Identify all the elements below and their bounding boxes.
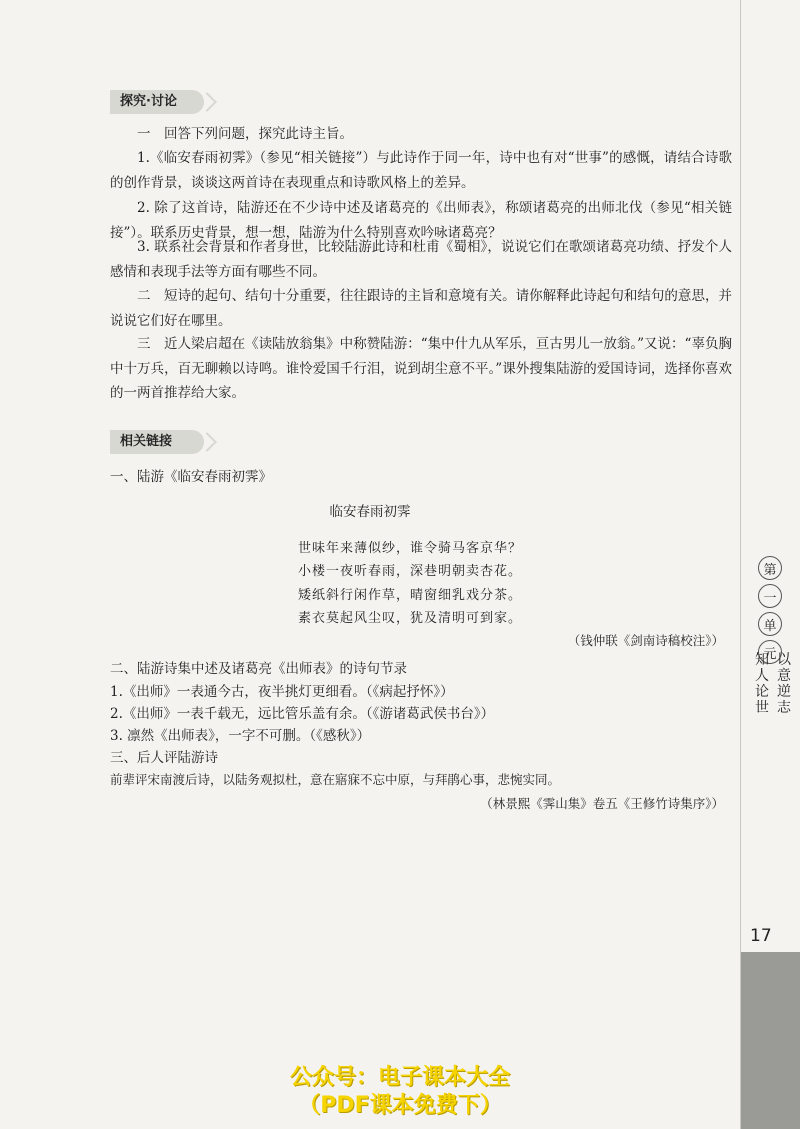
links-item-2-heading: 二、陆游诗集中述及诸葛亮《出师表》的诗句节录 [110,661,407,677]
links-item-3-heading: 三、后人评陆游诗 [110,750,218,766]
links-item-1-heading: 一、陆游《临安春雨初霁》 [110,469,272,485]
links-item-2-line: 1.《出师》一表通今古，夜半挑灯更细看。（《病起抒怀》） [110,684,454,700]
watermark-line-2: （PDF课本免费下） [298,1093,502,1118]
links-item-2-line: 2.《出师》一表千载无，远比管乐盖有余。（《游诸葛武侯书台》） [110,706,495,722]
unit-char: 单 [758,612,782,636]
question-1-3: 3. 联系社会背景和作者身世，比较陆游此诗和杜甫《蜀相》，说说它们在歌颂诸葛亮功绩、抒发个人感情和表现手法等方面有哪些不同。 [110,239,732,280]
poem-source: （钱仲联《剑南诗稿校注》） [567,633,724,648]
links-item-3-quote: 前辈评宋南渡后诗，以陆务观拟杜，意在寤寐不忘中原，与拜鹃心事，悲惋实同。 [110,772,561,787]
unit-char: 元 [758,640,782,664]
poem-line: 素衣莫起风尘叹，犹及清明可到家。 [298,611,523,626]
poem-line: 矮纸斜行闲作草，晴窗细乳戏分茶。 [298,588,523,603]
unit-title-col1: 以意逆志 [777,652,791,716]
poem-title: 临安春雨初霁 [329,504,411,520]
question-1-1: 1.《临安春雨初霁》（参见“相关链接”）与此诗作于同一年，诗中也有对“世事”的感慨，请结合诗歌的创作背景，谈谈这两首诗在表现重点和诗歌风格上的差异。 [110,150,732,191]
section-badge-explore: 探究·讨论 [110,90,204,114]
section-badge-links: 相关链接 [110,430,204,454]
unit-char: 一 [758,584,782,608]
links-item-3-source: （林景熙《霁山集》卷五《王修竹诗集序》） [480,796,724,811]
poem-line: 小楼一夜听春雨，深巷明朝卖杏花。 [298,564,523,579]
links-item-2-line: 3. 凛然《出师表》，一字不可删。（《感秋》） [110,728,371,744]
question-3: 三 近人梁启超在《读陆放翁集》中称赞陆游：“集中什九从军乐，亘古男儿一放翁。”又说：“辜负胸中十万兵，百无聊赖以诗鸣。谁怜爱国千行泪，说到胡尘意不平。”课外搜集陆游的爱国诗词，选择你喜欢的一两首推荐给大家。 [110,336,732,401]
question-1-intro: 一 回答下列问题，探究此诗主旨。 [137,126,353,142]
question-2: 二 短诗的起句、结句十分重要，往往跟诗的主旨和意境有关。请你解释此诗起句和结句的意思，并说说它们好在哪里。 [110,288,732,329]
unit-badge [752,556,788,664]
unit-title-col2: 知人论世 [755,652,769,716]
question-1-2: 2. 除了这首诗，陆游还在不少诗中述及诸葛亮的《出师表》，称颂诸葛亮的出师北伐（参见“相关链接”）。联系历史背景，想一想，陆游为什么特别喜欢吟咏诸葛亮？ [110,200,732,241]
watermark-line-1: 公众号：电子课本大全 [289,1065,510,1090]
unit-char: 第 [758,556,782,580]
poem-line: 世味年来薄似纱，谁令骑马客京华？ [298,541,523,556]
page-number: 17 [750,926,772,946]
